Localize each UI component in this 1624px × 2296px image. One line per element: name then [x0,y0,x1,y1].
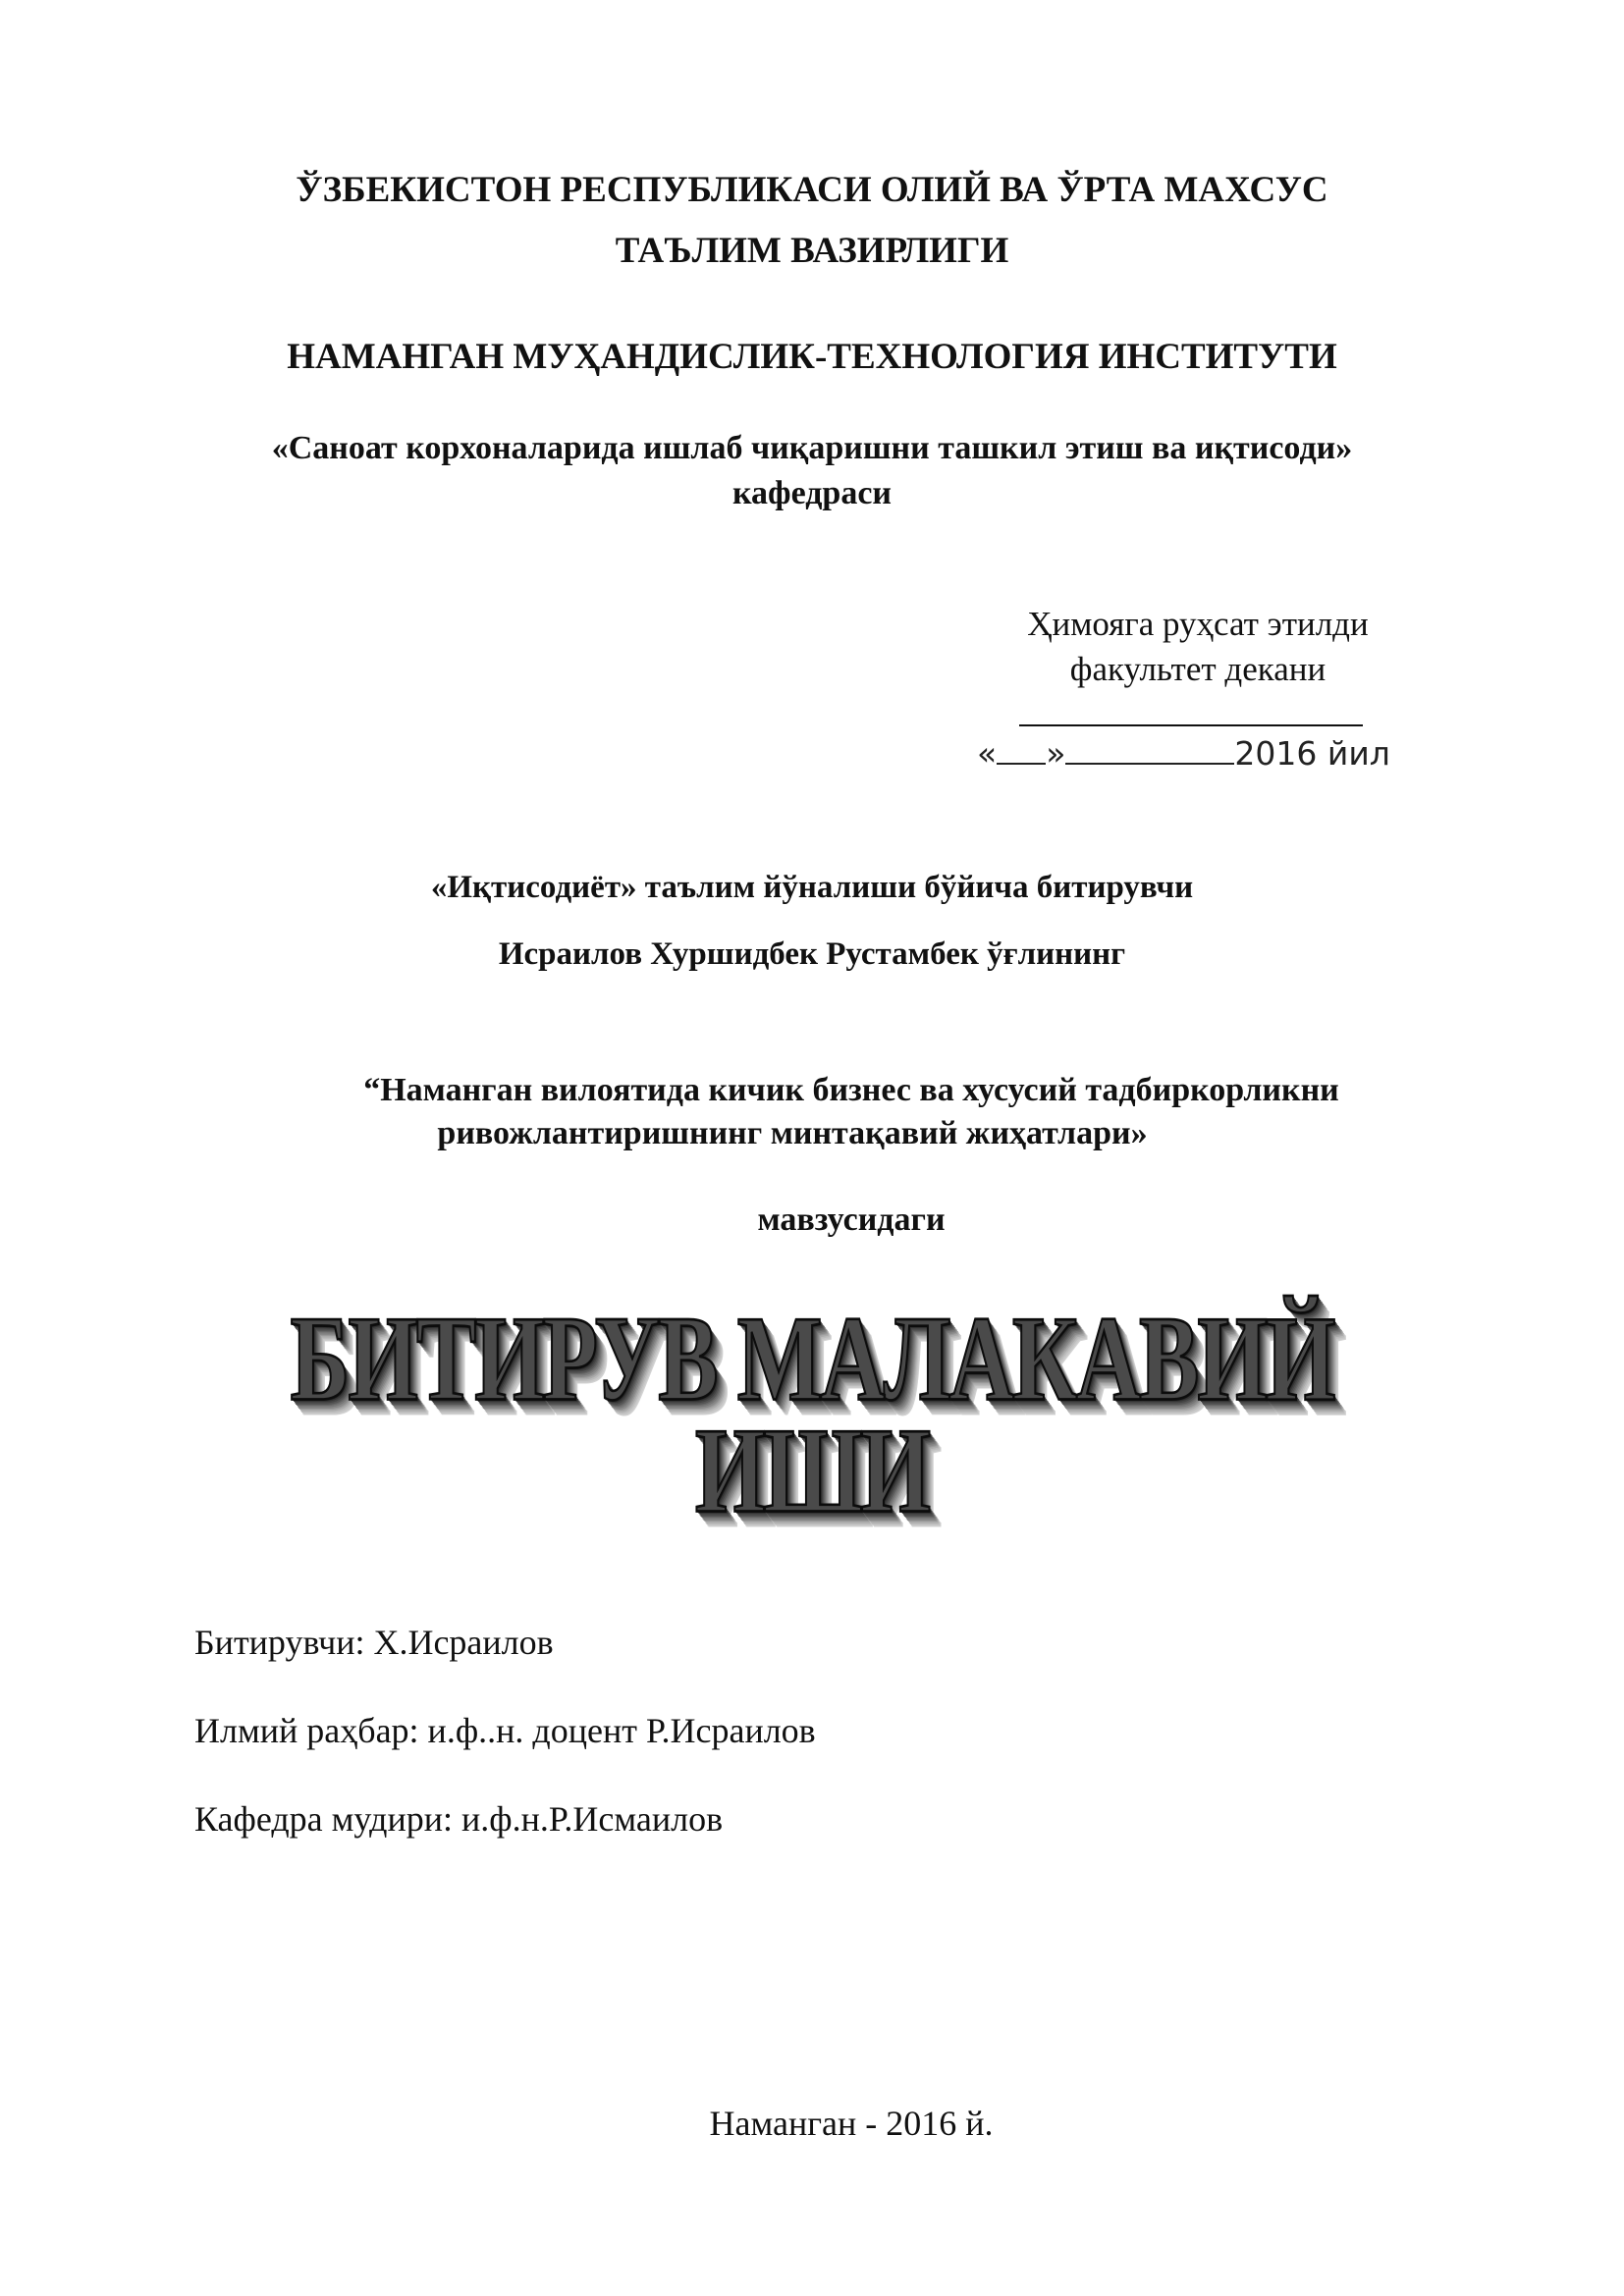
student-name: Исраилов Хуршидбек Рустамбек ўғлининг [498,936,1126,972]
approval-line-1: Ҳимояга руҳсат этилди [1027,605,1369,643]
date-close-quote: » [1046,734,1066,773]
topic-line-1: “Наманган вилоятида кичик бизнес ва хусусий тадбиркорликни [363,1072,1339,1108]
department-line-2: кафедраси [731,475,893,511]
department-head-signature: Кафедра мудири: и.ф.н.Р.Исмаилов [194,1799,724,1839]
footer-place-year: Наманган - 2016 й. [709,2104,994,2143]
ministry-line-2: ТАЪЛИМ ВАЗИРЛИГИ [615,231,1009,271]
month-blank [1065,735,1234,765]
student-direction: «Иқтисодиёт» таълим йўналиши бўйича битирувчи [430,870,1194,905]
approval-line-2: факультет декани [1069,650,1326,688]
topic-suffix: мавзусидаги [757,1201,946,1238]
supervisor-signature: Илмий раҳбар: и.ф..н. доцент Р.Исраилов [194,1711,816,1750]
day-blank [997,735,1046,765]
ministry-line-1: ЎЗБЕКИСТОН РЕСПУБЛИКАСИ ОЛИЙ ВА ЎРТА МАХСУС [296,170,1328,210]
institute-name: НАМАНГАН МУҲАНДИСЛИК-ТЕХНОЛОГИЯ ИНСТИТУТИ [287,337,1337,377]
work-title-line-2: ИШИ [694,1402,930,1538]
work-title-line-1: БИТИРУВ МАЛАКАВИЙ [290,1290,1334,1426]
approval-date [977,734,1390,773]
date-open-quote: « [977,734,998,773]
dean-signature-line [1019,724,1363,726]
approval-year: 2016 йил [1234,734,1390,773]
graduate-signature: Битирувчи: Х.Исраилов [194,1623,554,1662]
department-line-1: «Саноат корхоналарида ишлаб чиқаришни ташкил этиш ва иқтисоди» [271,430,1353,466]
topic-line-2: ривожлантиришнинг минтақавий жиҳатлари» [437,1115,1148,1151]
